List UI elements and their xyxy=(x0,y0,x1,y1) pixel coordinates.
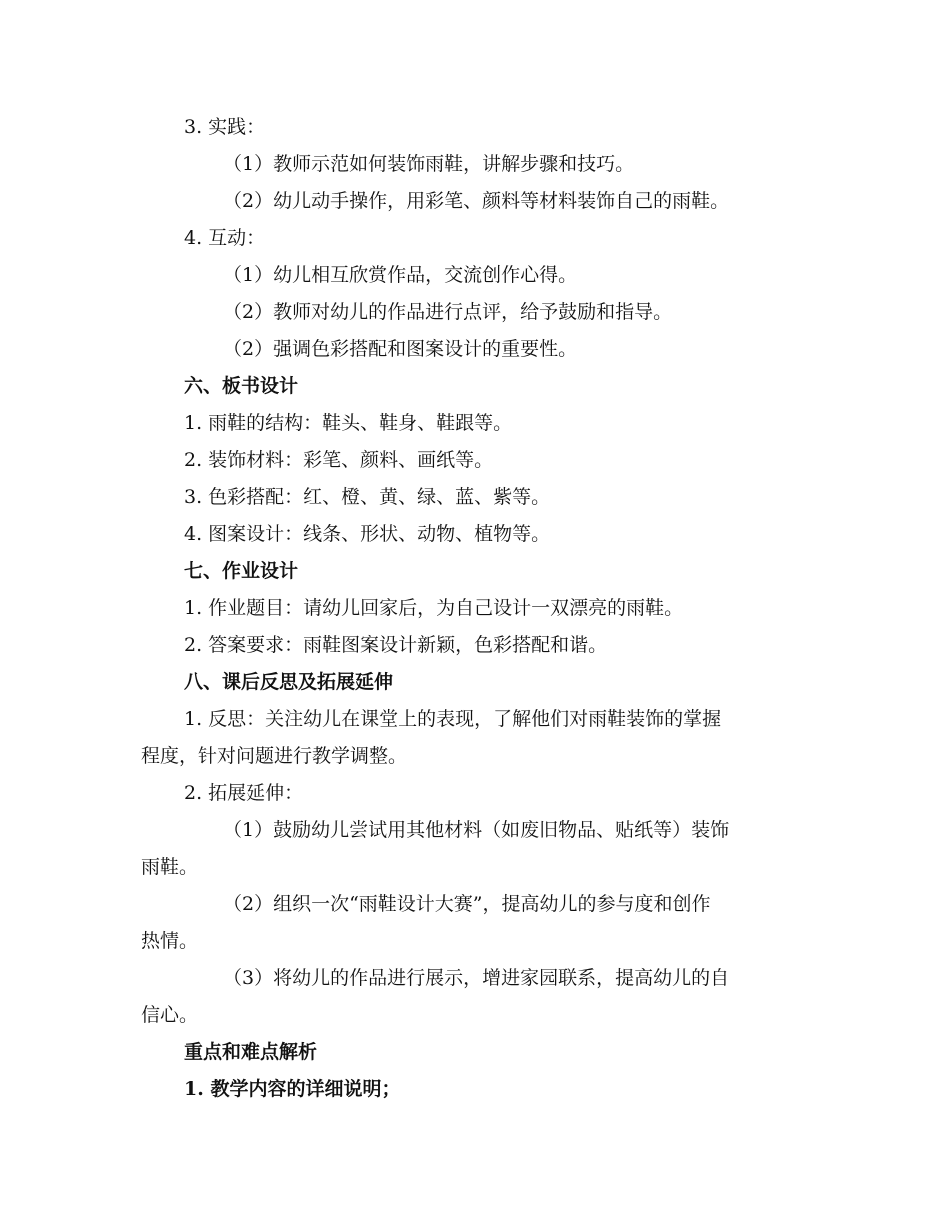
section-heading: 八、课后反思及拓展延伸 xyxy=(184,671,394,693)
text-line: 程度，针对问题进行教学调整。 xyxy=(141,745,408,767)
text-line: （1）幼儿相互欣赏作品，交流创作心得。 xyxy=(223,264,578,286)
text-line: 1. 雨鞋的结构：鞋头、鞋身、鞋跟等。 xyxy=(184,412,513,434)
text-line: 4. 图案设计：线条、形状、动物、植物等。 xyxy=(184,523,551,545)
text-line: 信心。 xyxy=(141,1004,199,1026)
text-line: 热情。 xyxy=(141,930,199,952)
text-line: （2）教师对幼儿的作品进行点评，给予鼓励和指导。 xyxy=(223,301,673,323)
text-line: 雨鞋。 xyxy=(141,856,199,878)
text-line: 3. 实践： xyxy=(184,116,266,138)
text-line: 1. 反思：关注幼儿在课堂上的表现，了解他们对雨鞋装饰的掌握 xyxy=(184,708,722,730)
text-line: （2）幼儿动手操作，用彩笔、颜料等材料装饰自己的雨鞋。 xyxy=(223,190,730,212)
section-heading: 重点和难点解析 xyxy=(184,1041,318,1063)
text-line: 4. 互动： xyxy=(184,227,266,249)
section-heading: 六、板书设计 xyxy=(184,375,299,397)
text-line: （3）将幼儿的作品进行展示，增进家园联系，提高幼儿的自 xyxy=(223,967,730,989)
text-line: 2. 拓展延伸： xyxy=(184,782,304,804)
text-line: （2）强调色彩搭配和图案设计的重要性。 xyxy=(223,338,578,360)
section-heading: 1. 教学内容的详细说明； xyxy=(184,1078,401,1100)
text-line: 1. 作业题目：请幼儿回家后，为自己设计一双漂亮的雨鞋。 xyxy=(184,597,684,619)
section-heading: 七、作业设计 xyxy=(184,560,299,582)
text-line: 2. 装饰材料：彩笔、颜料、画纸等。 xyxy=(184,449,494,471)
text-line: （1）教师示范如何装饰雨鞋，讲解步骤和技巧。 xyxy=(223,153,635,175)
text-line: （1）鼓励幼儿尝试用其他材料（如废旧物品、贴纸等）装饰 xyxy=(223,819,730,841)
text-line: 3. 色彩搭配：红、橙、黄、绿、蓝、紫等。 xyxy=(184,486,551,508)
text-line: （2）组织一次“雨鞋设计大赛”，提高幼儿的参与度和创作 xyxy=(223,893,711,915)
text-line: 2. 答案要求：雨鞋图案设计新颖，色彩搭配和谐。 xyxy=(184,634,608,656)
